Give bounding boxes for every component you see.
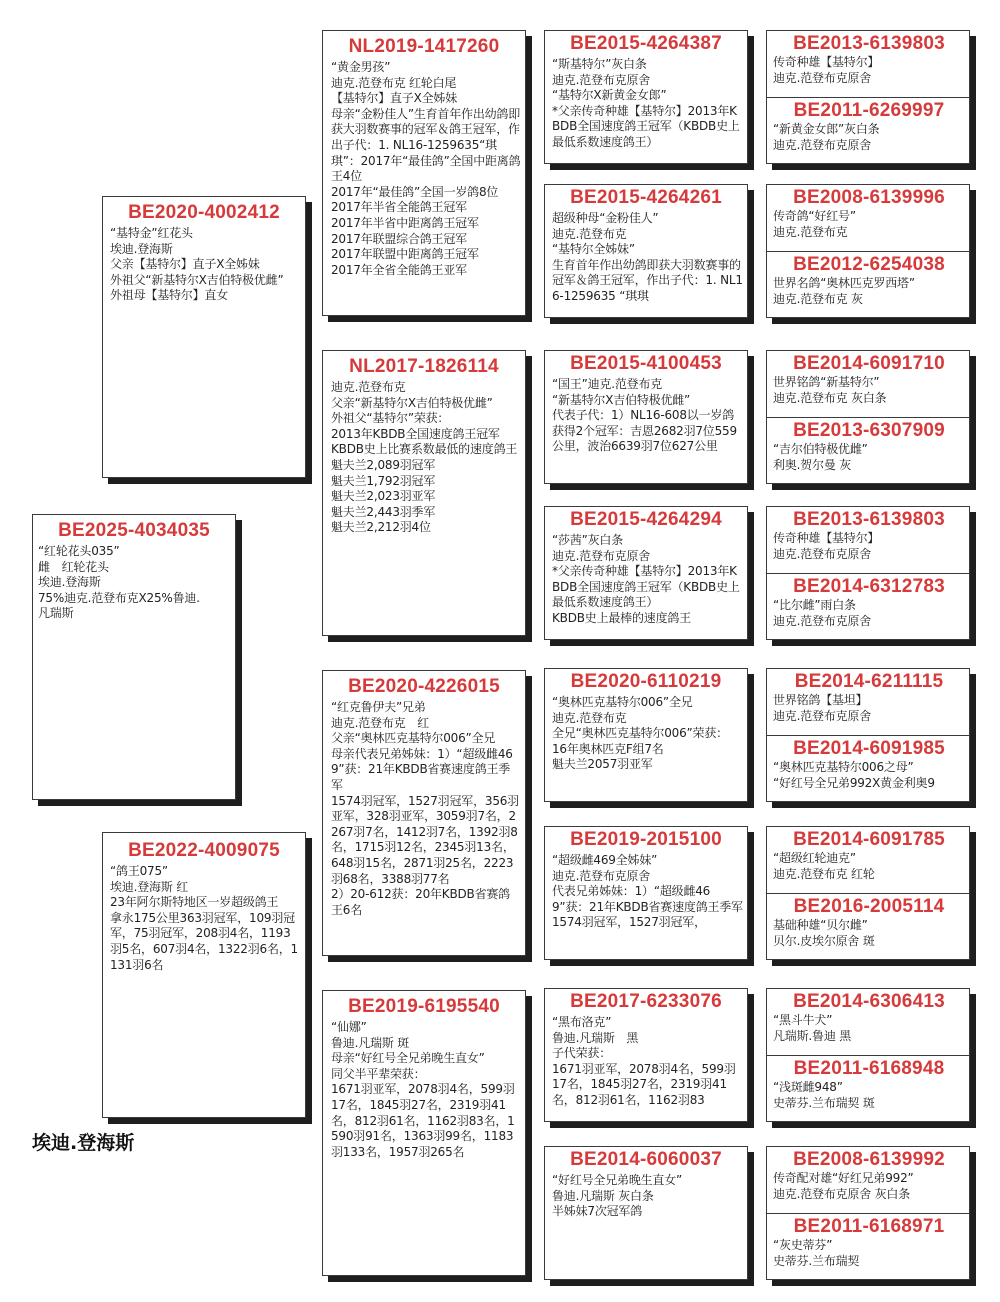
detail-line: 代表兄弟姊妹：1）“超级雌469”获：21年KBDB省赛速度鸽王季军 [552,884,743,914]
ring-number: BE2025-4034035 [58,520,210,541]
card-details [323,58,525,278]
ring-number: BE2008-6139996 [793,187,945,208]
detail-line: 迪克.范登布克原舍 [552,548,651,563]
ring-number: BE2014-6211115 [794,671,944,692]
detail-line: 2017年半省中距离鸽王冠军 [331,215,479,230]
ring-number: BE2014-6060037 [570,1149,722,1170]
detail-line: 外祖母【基特尔】直女 [110,288,229,303]
detail-line: “基特金”红花头 [110,226,193,240]
ancestor-pair-card [766,506,970,640]
detail-line: 外祖父“基特尔”荣获： [331,411,450,426]
detail-line: 鲁迪.凡瑞斯 黑 [552,1030,639,1045]
ring-number: BE2015-4100453 [570,353,722,374]
ancestor-entry[interactable] [767,417,969,483]
detail-line: KBDB史上比赛系数最低的速度鸽王 [331,442,518,457]
ancestor-entry[interactable] [767,97,969,163]
detail-line: *父亲传奇种雄【基特尔】2013年KBDB全国速度鸽王冠军（KBDB史上最低系数速度鸽王） [552,564,740,610]
detail-line: 鲁迪.凡瑞斯 斑 [331,1035,410,1050]
card-details [545,531,747,627]
ancestor-entry[interactable] [767,351,969,417]
ring-number: BE2020-4002412 [128,202,280,223]
detail-line: 魁夫兰1,792羽冠军 [331,473,436,488]
detail-line: 迪克.范登布克原舍 [773,613,872,628]
ring-number: BE2013-6139803 [793,33,945,54]
detail-line: “国王”迪克.范登布克 [552,377,663,391]
card-details [323,1018,525,1160]
card-details [773,1013,965,1044]
subject-card[interactable] [32,514,236,800]
detail-line: 世界铭鸽“新基特尔” [773,375,880,389]
card-details [773,375,965,406]
detail-line: 75%迪克.范登布克X25%鲁迪. [38,590,200,605]
detail-line: 迪克.范登布克 红轮 [773,866,875,881]
detail-line: 2017年联盟综合鸽王冠军 [331,231,467,246]
card-details [545,851,747,931]
ancestor-entry[interactable] [767,1147,969,1213]
detail-line: 传奇种雄【基特尔】 [773,531,880,545]
ancestor-pair-card [766,30,970,164]
ring-number: BE2020-6110219 [570,671,722,692]
detail-line: 魁夫兰2,443羽季军 [331,504,436,519]
card-details [545,209,747,305]
detail-line: “超级红轮迪克” [773,851,856,865]
card-details [773,531,965,562]
card-details [773,1171,965,1202]
grandparent-card[interactable] [322,350,526,636]
detail-line: 迪克.范登布克 [331,380,406,394]
ring-number: BE2015-4264261 [570,187,722,208]
card-details [773,1080,965,1111]
detail-line: 凡瑞斯.鲁迪 黑 [773,1028,852,1043]
detail-line: 拿永175公里363羽冠军，109羽冠军，75羽冠军，208羽4名，1193羽5名，607羽4名，1322羽6名，1131羽6名 [110,910,298,972]
detail-line: 埃迪.登海斯 [38,575,101,590]
card-details [103,224,305,304]
detail-line: 2017年全省全能鸽王亚军 [331,262,467,277]
detail-line: 迪克.范登布克原舍 [552,72,651,87]
detail-line: 1671羽亚军，2078羽4名，599羽17名，1845羽27名，2319羽41名，812羽61名，1162羽83 [552,1061,736,1107]
ring-number: BE2014-6091710 [793,353,945,374]
detail-line: 迪克.范登布克 红 [331,715,430,730]
detail-line: 迪克.范登布克 灰 [773,291,863,306]
detail-line: KBDB史上最棒的速度鸽王 [552,610,691,625]
ring-number: BE2015-4264294 [570,509,722,530]
card-details [773,693,965,724]
detail-line: “基特尔全姊妹” [552,242,635,257]
sire-card[interactable] [102,196,306,478]
ring-number: BE2022-4009075 [128,840,280,861]
card-details [545,375,747,455]
detail-line: 迪克.范登布克原舍 [773,546,872,561]
detail-line: 世界铭鸽【基坦】 [773,693,868,707]
card-details [103,862,305,973]
dam-card[interactable] [102,832,306,1118]
detail-line: “比尔雌”雨白条 [773,598,856,612]
detail-line: 世界名鸽“奥林匹克罗西塔” [773,276,915,290]
ring-number: BE2011-6269997 [793,100,945,121]
detail-line: 半姊妹7次冠军鸽 [552,1204,643,1219]
card-details [773,442,965,473]
detail-line: 母亲“金粉佳人”生育首年作出幼鸽即获大羽数赛事的冠军＆鸽王冠军，作出子代：1. NL16-1259635“琪琪”：2017年“最佳鸽”全国中距离鸽王4位 [331,106,521,184]
detail-line: 迪克.范登布克原舍 [773,137,872,152]
detail-line: 传奇鸽“好红号” [773,209,856,223]
card-details [773,918,965,949]
ring-number: BE2016-2005114 [793,896,945,917]
detail-line: 生育首年作出幼鸽即获大羽数赛事的冠军＆鸽王冠军，作出子代：1. NL16-1259635 “琪琪 [552,257,743,303]
detail-line: 迪克.范登布克 [552,226,627,241]
ring-number: BE2014-6091785 [793,829,945,850]
detail-line: 雌 红轮花头 [38,559,109,574]
card-details [545,55,747,151]
detail-line: 父亲“奥林匹克基特尔006”全兄 [331,731,496,746]
card-details [323,378,525,536]
ancestor-entry[interactable] [767,1055,969,1121]
ancestor-entry[interactable] [767,185,969,251]
detail-line: 迪克.范登布克原舍 [552,868,651,883]
ring-number: BE2011-6168971 [793,1216,945,1237]
great-grandparent-card[interactable] [544,30,748,164]
detail-line: “好红号全兄弟晚生直女” [552,1173,683,1187]
detail-line: 迪克.范登布克原舍 灰白条 [773,1186,911,1201]
detail-line: 1574羽冠军，1527羽冠军，356羽亚军，328羽亚军，3059羽7名，2267羽7名，1412羽7名，1392羽8名，1715羽12名，2345羽13名，648羽15名，2871羽25名，2223羽68名，3388羽77名 [331,793,519,886]
detail-line: 2）20-612获：20年KBDB省赛鸽王6名 [331,887,510,917]
ancestor-entry[interactable] [767,735,969,801]
detail-line: 代表子代：1）NL16-608以一岁鸽获得2个冠军：吉恩2682羽7位559公里，波治6639羽7位627公里 [552,408,737,454]
detail-line: “浅斑雌948” [773,1080,843,1094]
ring-number: BE2012-6254038 [793,254,945,275]
detail-line: “黑布洛克” [552,1015,612,1029]
detail-line: 父亲“新基特尔X吉伯特极优雌” [331,395,493,410]
detail-line: 母亲“好红号全兄弟晚生直女” [331,1051,485,1066]
detail-line: “黄金男孩” [331,60,391,74]
detail-line: *父亲传奇种雄【基特尔】2013年KBDB全国速度鸽王冠军（KBDB史上最低系数速度鸽王） [552,103,740,149]
detail-line: 全兄“奥林匹克基特尔006”荣获： [552,726,728,741]
detail-line: 1671羽亚军，2078羽4名，599羽17名，1845羽27名，2319羽41名，812羽61名，1162羽83名，1590羽91名，1363羽99名，1183羽133名，1957羽265名 [331,1082,515,1159]
detail-line: “吉尔伯特极优雌” [773,442,868,456]
ring-number: NL2019-1417260 [348,36,500,57]
card-details [773,122,965,153]
ancestor-entry[interactable] [767,669,969,735]
ancestor-entry[interactable] [767,827,969,893]
card-details [773,209,965,240]
detail-line: 魁夫兰2,089羽冠军 [331,457,436,472]
ring-number: BE2014-6312783 [793,576,945,597]
detail-line: 史蒂芬.兰布瑞契 斑 [773,1095,875,1110]
ring-number: BE2019-6195540 [348,996,500,1017]
ancestor-pair-card [766,668,970,802]
detail-line: 迪克.范登布克 [552,710,627,725]
card-details [545,693,747,773]
detail-line: “奥林匹克基特尔006”全兄 [552,695,693,709]
ancestor-pair-card [766,350,970,484]
detail-line: 埃迪.登海斯 [110,241,173,256]
detail-line: 贝尔.皮埃尔原舍 斑 [773,933,875,948]
detail-line: 魁夫兰2,023羽亚军 [331,489,436,504]
detail-line: 16年奥林匹克F组7名 [552,741,664,756]
detail-line: “新黄金女郎”灰白条 [773,122,880,136]
ring-number: BE2014-6091985 [793,738,945,759]
detail-line: 23年阿尔斯特地区一岁超级鸽王 [110,895,279,910]
ancestor-pair-card [766,184,970,318]
great-grandparent-card[interactable] [544,184,748,318]
detail-line: 外祖父“新基特尔X吉伯特极优雌” [110,272,284,287]
detail-line: “新基特尔X吉伯特极优雌” [552,392,691,407]
ancestor-entry[interactable] [767,31,969,97]
ring-number: BE2019-2015100 [570,829,722,850]
card-details [773,276,965,307]
detail-line: “灰史蒂芬” [773,1238,833,1252]
detail-line: 2017年“最佳鸽”全国一岁鸽8位 [331,184,499,199]
ancestor-pair-card [766,988,970,1122]
great-grandparent-card[interactable] [544,826,748,960]
ancestor-entry[interactable] [767,893,969,959]
card-details [33,542,235,622]
detail-line: 迪克.范登布克 红轮白尾 [331,75,457,90]
ring-number: BE2017-6233076 [570,991,722,1012]
detail-line: 2017年联盟中距离鸽王冠军 [331,247,479,262]
detail-line: 魁夫兰2,212羽4位 [331,520,431,535]
ring-number: BE2020-4226015 [348,676,500,697]
detail-line: 鲁迪.凡瑞斯 灰白条 [552,1188,654,1203]
ancestor-entry[interactable] [767,507,969,573]
ring-number: BE2015-4264387 [570,33,722,54]
ring-number: NL2017-1826114 [349,356,499,377]
card-details [773,1238,965,1269]
ancestor-entry[interactable] [767,573,969,639]
ring-number: BE2011-6168948 [793,1058,945,1079]
detail-line: 基础种雄“贝尔雌” [773,918,868,932]
detail-line: 传奇配对雄“好红兄弟992” [773,1171,914,1185]
card-details [773,598,965,629]
great-grandparent-card[interactable] [544,350,748,484]
detail-line: 母亲代表兄弟姊妹：1）“超级雌469”获：21年KBDB省赛速度鸽王季军 [331,746,513,792]
card-details [545,1013,747,1109]
detail-line: 子代荣获： [552,1046,612,1061]
detail-line: “好红号全兄弟992X黄金利奥9 [773,775,935,790]
ring-number: BE2013-6307909 [793,420,945,441]
great-grandparent-card[interactable] [544,988,748,1122]
detail-line: “红克鲁伊夫”兄弟 [331,700,426,714]
detail-line: 【基特尔】直子X全姊妹 [331,91,458,106]
great-grandparent-card[interactable] [544,1146,748,1280]
grandparent-card[interactable] [322,30,526,316]
ring-number: BE2008-6139992 [793,1149,945,1170]
detail-line: 迪克.范登布克 [773,224,848,239]
detail-line: 同父半平辈荣获： [331,1066,426,1081]
great-grandparent-card[interactable] [544,506,748,640]
card-details [773,760,965,791]
detail-line: “黑斗牛犬” [773,1013,833,1027]
detail-line: “基特尔X新黄金女郎” [552,88,667,103]
detail-line: 传奇种雄【基特尔】 [773,55,880,69]
detail-line: 迪克.范登布克原舍 [773,70,872,85]
ring-number: BE2014-6306413 [793,991,945,1012]
detail-line: 凡瑞斯 [38,606,74,621]
owner-name: 埃迪.登海斯 [32,1132,135,1154]
detail-line: “奥林匹克基特尔006之母” [773,760,914,774]
card-details [545,1171,747,1220]
detail-line: 2013年KBDB全国速度鸽王冠军 [331,426,500,441]
card-details [773,851,965,882]
detail-line: “红轮花头035” [38,544,120,558]
detail-line: 1574羽冠军，1527羽冠军， [552,915,706,930]
detail-line: 迪克.范登布克原舍 [773,708,872,723]
ancestor-entry[interactable] [767,251,969,317]
grandparent-card[interactable] [322,990,526,1276]
detail-line: 父亲【基特尔】直子X全姊妹 [110,257,260,272]
detail-line: “鸽王075” [110,864,168,878]
detail-line: “莎茜”灰白条 [552,533,624,547]
great-grandparent-card[interactable] [544,668,748,802]
detail-line: 魁夫兰2057羽亚军 [552,757,653,772]
ancestor-pair-card [766,1146,970,1280]
grandparent-card[interactable] [322,670,526,956]
detail-line: “仙娜” [331,1020,367,1034]
detail-line: 迪克.范登布克 灰白条 [773,390,887,405]
ring-number: BE2013-6139803 [793,509,945,530]
card-details [323,698,525,918]
ancestor-entry[interactable] [767,989,969,1055]
detail-line: “斯基特尔”灰白条 [552,57,647,71]
ancestor-entry[interactable] [767,1213,969,1279]
detail-line: 利奥.贺尔曼 灰 [773,457,852,472]
detail-line: 2017年半省全能鸽王冠军 [331,200,467,215]
card-details [773,55,965,86]
detail-line: “超级雌469全姊妹” [552,853,658,867]
detail-line: 埃迪.登海斯 红 [110,879,189,894]
detail-line: 史蒂芬.兰布瑞契 [773,1253,860,1268]
ancestor-pair-card [766,826,970,960]
detail-line: 超级种母“金粉佳人” [552,211,659,225]
